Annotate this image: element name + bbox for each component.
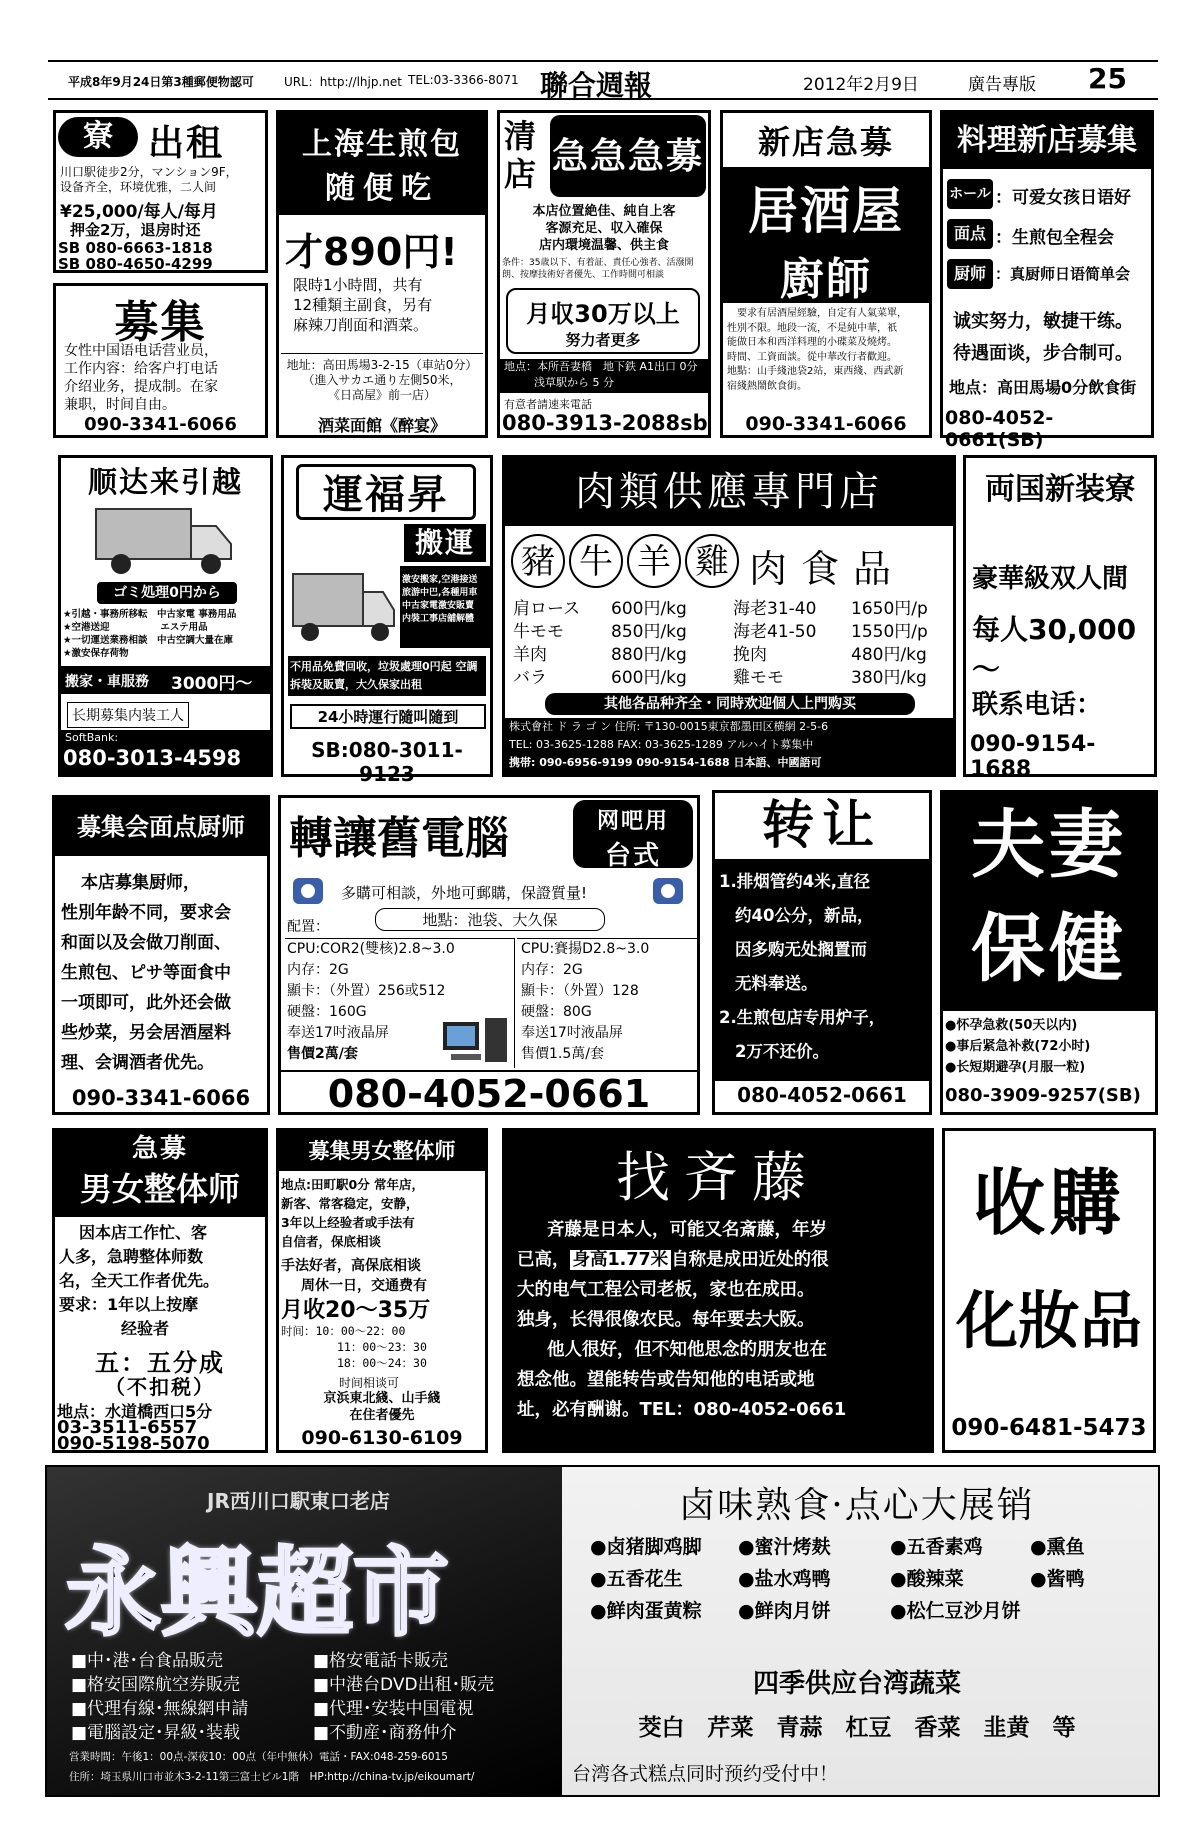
- chef-line: 本店募集厨师，: [81, 873, 200, 893]
- spec-line: 硬盤：80G: [521, 1004, 592, 1020]
- moving2-services: [400, 566, 490, 648]
- chef-line: 一项即可，此外还会做: [61, 993, 231, 1013]
- cleaning-phone: 080-3913-2088sb: [502, 411, 708, 435]
- supermarket-hours: 営業時間：午後1：00点-深夜10：00点（年中無休）電話・FAX:048-259-6015: [69, 1751, 448, 1763]
- saito-line: 斉藤是日本人，可能又名斎藤，年岁: [547, 1220, 827, 1240]
- transfer-line: 约40公分，新品，: [735, 906, 874, 925]
- izakaya-line: 宿綫熱鬧飲食街。: [727, 380, 807, 392]
- health-service: ●长短期避孕(月服一粒): [945, 1060, 1086, 1075]
- cleaning-call-note: 有意者請速来電話: [504, 398, 592, 411]
- moving1-service: ★引越・事務所移転 中古家電 事務用品: [63, 609, 237, 620]
- meat-title: 肉類供應專門店: [505, 458, 953, 526]
- moving1-service: ★空港送迎 エステ用品: [63, 622, 208, 633]
- shengjian-subtitle: 随便吃: [325, 171, 439, 206]
- cosmetics-title-2: 化妝品: [955, 1284, 1142, 1357]
- website-url[interactable]: URL：http://lhjp.net: [284, 75, 402, 89]
- massage2-schedule: 周休一日，交通费有: [301, 1278, 427, 1294]
- food-item: ●酱鸭: [1030, 1568, 1085, 1590]
- supermarket-service: ■格安電話卡販売: [313, 1651, 449, 1671]
- saito-phone: TEL：080-4052-0661: [639, 1399, 847, 1420]
- cuisine-slogan-1: 诚实努力，敏捷干练。: [953, 311, 1133, 332]
- postal-permit: 平成8年9月24日第3種郵便物認可: [68, 75, 254, 89]
- computer-badge-1: 网吧用: [596, 809, 669, 834]
- cleaning-income: 月収30万以上: [526, 300, 680, 328]
- cosmetics-title-1: 收購: [972, 1161, 1125, 1245]
- ad-equipment-transfer: [712, 790, 932, 1115]
- ad-couple-health: [940, 790, 1158, 1115]
- shengjian-address-line: 《日高屋》前一店）: [327, 388, 436, 402]
- cuisine-row-chef: [947, 257, 1151, 293]
- health-phone: 080-3909-9257(SB): [945, 1085, 1141, 1106]
- cleaning-urgent: 急急急募: [550, 115, 706, 197]
- ad-shengjian-buffet: [276, 110, 488, 438]
- newspaper-title: 聯合週報: [540, 69, 653, 102]
- meat-item: 牛モモ 850円/kg: [513, 622, 687, 642]
- izakaya-line: 地點：山手綫池袋2站，東西綫、西武新: [727, 366, 904, 377]
- cleaning-location-line: 浅草駅から 5 分: [534, 376, 614, 389]
- supermarket-services: [71, 1649, 301, 1745]
- recruit-line: 介绍业务，提成制。在家: [64, 379, 218, 395]
- massage1-location: 地点：水道橋西口5分: [57, 1402, 213, 1421]
- moving1-service: ★一切運送業務相談 中古空調大量在庫: [63, 635, 234, 646]
- massage2-phone: 090-6130-6109: [301, 1427, 463, 1449]
- izakaya-description: [727, 307, 929, 394]
- shengjian-address: [281, 353, 483, 403]
- shengjian-line: 麻辣刀削面和酒菜。: [293, 316, 429, 334]
- recruit-description: [64, 342, 264, 414]
- moving1-services: [63, 608, 268, 660]
- supermarket-veg-title: 四季供应台湾蔬菜: [752, 1669, 961, 1699]
- ad-cosmetics-buying: [942, 1128, 1156, 1453]
- meat-contact: [505, 718, 953, 774]
- computer-config-label: 配置：: [287, 919, 329, 935]
- spec-line: 奉送17吋液晶屏: [287, 1025, 389, 1041]
- massage1-line: 经验者: [121, 1319, 170, 1338]
- massage1-phone-1: 03-3511-6557: [57, 1417, 198, 1438]
- moving1-price: 3000円〜: [171, 674, 253, 694]
- supermarket-service: ■格安国際航空券販売: [71, 1675, 241, 1695]
- meat-item: 雞モモ 380円/kg: [733, 668, 927, 688]
- supermarket-service: ■代理･安装中国電視: [313, 1699, 474, 1719]
- satellite-icon: [651, 876, 685, 906]
- desktop-computer-icon: [441, 1016, 511, 1066]
- rent-price: ¥25,000/每人/每月: [60, 202, 218, 222]
- moving2-subtitle: 搬運: [404, 524, 486, 562]
- shengjian-address-line: 地址：高田馬場3-2-15（車站0分）: [286, 358, 478, 372]
- satellite-icon: [291, 876, 325, 906]
- food-item: ●鲜肉蛋黄粽: [590, 1600, 702, 1622]
- cleaning-description: [500, 203, 708, 254]
- massage2-hour: 时间：10：00～22：00: [281, 1324, 406, 1338]
- food-item: ●五香素鸡: [890, 1536, 983, 1558]
- supermarket-service: ■不動産･商務仲介: [313, 1723, 457, 1743]
- ad-yunfusheng-moving: [281, 455, 493, 786]
- cosmetics-phone: 090-6481-5473: [951, 1415, 1147, 1441]
- meat-item: 羊肉 880円/kg: [513, 645, 687, 665]
- massage1-title-box: [55, 1131, 265, 1217]
- izakaya-title3: 廚師: [780, 254, 872, 305]
- rent-phone-1: SB 080-6663-1818: [58, 239, 213, 257]
- food-item: ●五香花生: [590, 1568, 683, 1590]
- food-item: ●卤猪脚鸡脚: [590, 1536, 702, 1558]
- ad-massage-therapist-tamachi: [276, 1128, 488, 1453]
- supermarket-left-panel: [47, 1467, 562, 1795]
- cuisine-slogan-2: 待遇面谈，步合制可。: [953, 343, 1133, 364]
- shengjian-line: 限時1小時間，共有: [293, 276, 423, 294]
- izakaya-line: 性別不限。地段一流，不是純中華，祇: [727, 322, 897, 334]
- izakaya-line: 能做日本和西洋料理的小碟菜及燒烤。: [727, 337, 897, 348]
- rent-header: [58, 117, 263, 164]
- ad-used-computers: [278, 795, 700, 1115]
- massage1-description: [59, 1221, 263, 1341]
- moving2-hours: 24小時運行隨叫隨到: [290, 704, 486, 729]
- dorm-room-type: 豪華級双人間: [972, 564, 1129, 594]
- supermarket-services-2: [313, 1649, 553, 1745]
- ad-cleaning-shop-recruit: [497, 110, 711, 438]
- massage1-tax: （不扣税）: [105, 1375, 215, 1399]
- pork-icon: 豬: [511, 534, 565, 588]
- rent-title: 出租: [148, 123, 225, 164]
- ad-pastry-chef-recruit: [52, 795, 270, 1115]
- food-item: ●鲜肉月饼: [738, 1600, 831, 1622]
- issue-date: 2012年2月9日: [803, 75, 919, 95]
- shengjian-description: [293, 275, 483, 335]
- cuisine-text-pastry: ：生煎包全程会: [995, 228, 1114, 248]
- supermarket-service: ■中港台DVD出租･販売: [313, 1675, 495, 1695]
- massage1-split: 五：五分成: [95, 1349, 225, 1377]
- massage2-guarantee: 手法好者，高保底相谈: [281, 1258, 421, 1274]
- moving1-service: ★激安保存荷物: [63, 648, 129, 659]
- chef-line: 性別年龄不同，要求会: [61, 903, 231, 923]
- chef-line: 理、会调酒者优先。: [61, 1053, 214, 1073]
- meat-item: 挽肉 480円/kg: [733, 645, 927, 665]
- recruit-line: 兼职，时间自由。: [64, 397, 176, 413]
- izakaya-line: 時間、工資面談。從中華改行者歡迎。: [727, 351, 897, 363]
- computer-location: 地點：池袋、大久保: [375, 908, 605, 931]
- spec-line: CPU:COR2(雙核)2.8~3.0: [287, 941, 455, 957]
- truck-icon: [91, 504, 241, 579]
- ad-meat-supplier: [502, 455, 956, 777]
- izakaya-title: 新店急募: [757, 123, 894, 161]
- spec-price: 售價1.5萬/套: [521, 1046, 604, 1062]
- meat-tel: TEL: 03-3625-1288 FAX: 03-3625-1289 アルハイト募集中: [509, 738, 814, 751]
- lamb-icon: 羊: [627, 534, 681, 588]
- computer-intro: 多購可相談，外地可郵購，保證質量!: [341, 884, 588, 902]
- recruit-line: 工作内容：给客户打电话: [64, 361, 218, 377]
- page-number: 25: [1088, 62, 1127, 95]
- moving1-extra: 搬家・車服務: [65, 674, 149, 690]
- massage2-line: 地点:田町駅0分 常年店，: [281, 1177, 425, 1192]
- computer-badge: [573, 800, 693, 871]
- cleaning-location: [500, 359, 708, 393]
- ad-massage-therapist-urgent: [52, 1128, 268, 1453]
- transfer-line: 2万不还价。: [735, 1042, 829, 1061]
- transfer-description: [715, 859, 929, 1081]
- massage2-line2: 京浜東北綫、山手綫: [323, 1391, 441, 1406]
- chef-description: [61, 868, 267, 1078]
- cuisine-tag-pastry: 面点: [947, 219, 993, 249]
- supermarket-promo-title: 卤味熟食·点心大展销: [679, 1485, 1035, 1526]
- computer-spec-right: [517, 938, 697, 1068]
- massage2-hour: 18：00～24：30: [337, 1356, 427, 1370]
- cleaning-conditions: 条件：35歳以下、有着証、責任心強者、活潑開朗、按摩技術好者優先、工作時間可相談: [502, 258, 694, 280]
- supermarket-veg-list: 茭白 芹菜 青蒜 杠豆 香菜 韭黄 等: [638, 1714, 1076, 1741]
- meat-banner: 其他各品种齐全・同時欢迎個人上門购买: [545, 693, 915, 715]
- supermarket-service: ■代理有線･無線網申請: [71, 1699, 249, 1719]
- spec-line: 奉送17吋液晶屏: [521, 1025, 623, 1041]
- transfer-phone: 080-4052-0661: [737, 1083, 907, 1107]
- rent-deposit: 押金2万，退房时还: [70, 221, 201, 239]
- massage2-line: 新客、常客稳定，安静，: [281, 1196, 419, 1211]
- meat-company: 株式會社 ド ラ ゴ ン 住所: 〒130-0015東京都墨田区横網 2-5-6: [509, 720, 829, 733]
- moving2-service: 中古家電激安販賣: [402, 601, 475, 611]
- ad-eikou-supermarket: [45, 1465, 1160, 1797]
- ad-izakaya-chef: [720, 110, 932, 438]
- health-title-1: 夫妻: [971, 802, 1127, 888]
- shengjian-shop-name: 酒菜面館《醉宴》: [317, 416, 446, 435]
- chef-line: 生煎包、ピサ等面食中: [61, 963, 231, 983]
- saito-description: [517, 1215, 927, 1425]
- saito-line: 想念他。望能转告或告知他的电话或地: [517, 1370, 815, 1390]
- truck-icon: [288, 566, 398, 646]
- cuisine-text-hall: ：可爱女孩日语好: [995, 188, 1131, 208]
- massage2-line: 自信者，保底相谈: [281, 1234, 382, 1249]
- shengjian-price: 才890円!: [285, 230, 458, 274]
- health-service: ●怀孕急救(50天以内): [945, 1018, 1078, 1033]
- cuisine-row-pastry: [947, 217, 1151, 253]
- massage2-line: 3年以上经验者或手法有: [281, 1215, 415, 1230]
- dorm-phone: 090-9154-1688: [970, 732, 1096, 782]
- transfer-line: 因多购无处搁置而: [735, 940, 867, 959]
- dorm-price: 每人30,000～: [972, 613, 1137, 686]
- cuisine-location: 地点：高田馬場0分飲食街: [949, 378, 1137, 397]
- supermarket-preorder: 台湾各式糕点同时预约受付中！: [572, 1763, 839, 1785]
- shengjian-title-box: [279, 113, 485, 215]
- saito-line: 独身，长得很像农民。每年要去大阪。: [517, 1310, 815, 1330]
- moving1-phone: 080-3013-4598: [63, 746, 242, 770]
- computer-title: 轉讓舊電腦: [289, 813, 509, 864]
- meat-item: 海老41-50 1550円/p: [733, 622, 928, 642]
- cleaning-line: 客源充足、収入確保: [545, 221, 663, 236]
- massage2-income: 月收20～35万: [281, 1298, 431, 1323]
- meat-item: 海老31-40 1650円/p: [733, 599, 928, 619]
- massage2-line2: 在住者優先: [349, 1408, 415, 1423]
- izakaya-line: 要求有居酒屋經驗，自定有人氣菜單，: [737, 308, 907, 319]
- izakaya-title2: 居酒屋: [748, 182, 904, 240]
- cuisine-text-chef: ：真厨师日语简单会: [995, 265, 1131, 283]
- saito-line: 址，必有酬谢。TEL：080-4052-0661: [517, 1399, 847, 1420]
- massage2-hour: 11：00～23：30: [337, 1340, 427, 1354]
- shengjian-title: 上海生煎包: [302, 127, 462, 162]
- massage2-hours: [281, 1323, 485, 1371]
- supermarket-service: ■電腦設定･昇級･装载: [71, 1723, 241, 1743]
- massage2-description: [281, 1175, 485, 1251]
- spec-line: 内存：2G: [287, 962, 349, 978]
- moving2-phone: SB:080-3011-9123: [311, 738, 463, 786]
- transfer-line: 2.生煎包店专用炉子，: [719, 1008, 886, 1027]
- health-service: ●事后紧急补救(72小时): [945, 1039, 1091, 1054]
- dorm-title: 両国新装寮: [985, 472, 1135, 507]
- spec-line: 顯卡：（外置）128: [521, 983, 639, 999]
- cuisine-phone: 080-4052-0661(SB): [945, 407, 1054, 451]
- supermarket-service: ■中･港･台食品販売: [71, 1651, 224, 1671]
- meat-circles: [511, 534, 951, 592]
- shengjian-line: 12種類主副食，另有: [293, 296, 433, 314]
- chef-phone: 090-3341-6066: [71, 1086, 251, 1110]
- izakaya-phone: 090-3341-6066: [745, 413, 907, 435]
- supermarket-address[interactable]: 住所：埼玉県川口市並木3-2-11第三富士ビル1階 HP:http://china-tv.jp/eikoumart/: [69, 1771, 475, 1783]
- spec-line: 顯卡：（外置）256或512: [287, 983, 446, 999]
- spec-price: 售價2萬/套: [287, 1046, 358, 1062]
- cleaning-line: 店内環境温馨、供主食: [538, 238, 669, 253]
- meat-subtitle: 肉食品: [749, 547, 906, 591]
- spec-line: 内存：2G: [521, 962, 583, 978]
- saito-height: 身高1.77米: [570, 1250, 672, 1270]
- chicken-icon: 雞: [685, 534, 739, 588]
- moving1-recruit: 长期募集内装工人: [67, 702, 189, 728]
- food-item: ●盐水鸡鸭: [738, 1568, 831, 1590]
- cleaning-effort: 努力者更多: [565, 331, 641, 349]
- computer-badge-2: 台式: [604, 841, 661, 871]
- ad-shundalai-moving: [58, 455, 273, 777]
- cuisine-tag-chef: 厨师: [947, 259, 993, 289]
- cuisine-tag-hall: ホール: [947, 179, 993, 209]
- moving1-phone-box: [61, 730, 270, 774]
- rent-phone-2: SB 080-4650-4299: [58, 255, 213, 273]
- food-item: ●蜜汁烤麸: [738, 1536, 831, 1558]
- recruit-line: 女性中国语电话营业员，: [64, 343, 218, 359]
- transfer-line: 1.排烟管约4米,直径: [719, 872, 870, 891]
- massage1-badge: 急募: [131, 1134, 188, 1164]
- meat-mobile: 携帯: 090-6956-9199 090-9154-1688 日本語、中國語可: [509, 756, 822, 769]
- computer-phone: 080-4052-0661: [281, 1070, 697, 1116]
- moving1-title: 顺达来引越: [87, 465, 243, 499]
- ad-phone-sales-recruit: [53, 283, 268, 438]
- cleaning-location-line: 地点：本所吾妻橋 地下鉄 A1出口 0分: [504, 360, 698, 373]
- moving2-service: 内裝工事店舖解體: [402, 614, 475, 624]
- massage2-title: 募集男女整体师: [279, 1131, 485, 1171]
- transfer-title: 转让: [761, 796, 882, 856]
- supermarket-food-list: [590, 1531, 1150, 1631]
- moving1-price-box: [61, 666, 270, 694]
- cleaning-line: 本店位置絶佳、純自上客: [532, 204, 676, 219]
- health-title-box: [943, 793, 1155, 1011]
- ad-cuisine-recruit: [940, 110, 1154, 451]
- saito-line: 他人很好，但不知他思念的朋友也在: [547, 1340, 827, 1360]
- rent-description: [60, 165, 265, 195]
- massage1-line: 名，全天工作者优先。: [59, 1271, 220, 1290]
- meat-price-list-right: [733, 598, 953, 690]
- beef-icon: 牛: [569, 534, 623, 588]
- transfer-line: 无料奉送。: [735, 974, 818, 993]
- massage1-title: 男女整体师: [79, 1170, 240, 1208]
- meat-price-list-left: [513, 598, 733, 690]
- moving2-service: 旅游中巴,各種用車: [402, 588, 478, 598]
- massage1-line: 人多，急聘整体师数: [59, 1247, 204, 1266]
- softbank-label: SoftBank:: [65, 731, 119, 744]
- recruit-title: 募集: [114, 297, 207, 348]
- moving1-garbage: ゴミ処理0円から: [97, 582, 237, 604]
- chef-line: 些炒菜，另会居酒屋料: [61, 1023, 231, 1043]
- food-item: ●熏鱼: [1030, 1536, 1085, 1558]
- section-name: 廣告專版: [968, 75, 1036, 95]
- saito-title: 找斉藤: [616, 1146, 820, 1209]
- cuisine-row-hall: [947, 177, 1151, 213]
- massage2-negotiable: 时间相谈可: [339, 1376, 400, 1390]
- meat-item: 肩ロース 600円/kg: [513, 599, 687, 619]
- chef-title: 募集会面点厨师: [55, 798, 267, 856]
- massage1-line: 因本店工作忙、客: [79, 1223, 208, 1242]
- header-tel: TEL:03-3366-8071: [408, 73, 519, 87]
- dorm-badge: 寮: [58, 117, 138, 157]
- cuisine-title: 料理新店募集: [943, 113, 1151, 169]
- food-item: ●松仁豆沙月饼: [890, 1600, 1021, 1622]
- izakaya-banner: [723, 167, 929, 303]
- page-header: [48, 60, 1158, 100]
- massage1-phone-2: 090-5198-5070: [57, 1433, 210, 1454]
- meat-item: バラ 600円/kg: [513, 668, 687, 688]
- spec-line: CPU:賽揚D2.8~3.0: [521, 941, 650, 957]
- spec-line: 硬盤：160G: [287, 1004, 367, 1020]
- recruit-phone: 090-3341-6066: [84, 414, 237, 435]
- health-services: [945, 1015, 1153, 1078]
- food-item: ●酸辣菜: [890, 1568, 964, 1590]
- ad-ryogoku-dorm: [963, 455, 1157, 782]
- ad-find-saito: [502, 1128, 934, 1453]
- cleaning-income-box: [506, 288, 700, 354]
- massage2-lines: [279, 1390, 485, 1424]
- dorm-contact-label: 联系电话：: [972, 690, 1103, 720]
- moving2-title: 運福昇: [296, 464, 476, 520]
- chef-line: 和面以及会做刀削面、: [61, 933, 231, 953]
- cleaning-title: 清店: [504, 117, 539, 193]
- supermarket-name: 永興超市: [65, 1536, 449, 1649]
- supermarket-right-panel: [562, 1467, 1158, 1795]
- moving2-service: 激安搬家,空港接送: [402, 575, 478, 585]
- rent-line: 设备齐全，环境优雅，二人间: [60, 180, 217, 194]
- rent-line: 川口駅徒步2分，マンション9F，: [60, 165, 238, 179]
- saito-line: 大的电气工程公司老板，家也在成田。: [517, 1280, 815, 1300]
- saito-line: 已高， 身高1.77米 自称是成田近处的很: [517, 1250, 829, 1270]
- massage1-line: 要求：1年以上按摩: [59, 1295, 199, 1314]
- shengjian-address-line: （進入サカエ通り左側50米，: [302, 373, 462, 387]
- health-title-2: 保健: [971, 906, 1127, 992]
- moving2-note: 不用品免費回收，垃圾處理0円起 空調拆裝及販賣，大久保家出租: [288, 656, 486, 696]
- supermarket-tag: JR西川口駅東口老店: [207, 1489, 390, 1513]
- ad-dorm-rent: [53, 110, 268, 273]
